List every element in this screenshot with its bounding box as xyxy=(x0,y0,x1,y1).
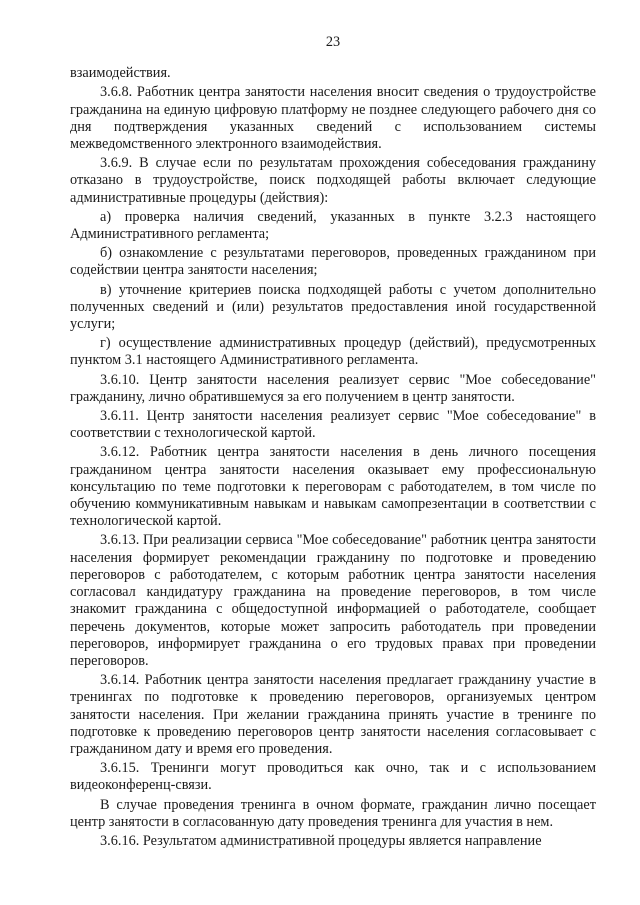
list-item-g: г) осуществление административных процедур (действий), предусмотренных пунктом 3.1 настоящего Административного регламента. xyxy=(70,335,596,369)
paragraph-in-person-training: В случае проведения тренинга в очном формате, гражданин лично посещает центр занятости в согласованную дату проведения тренинга для участия в нем. xyxy=(70,796,596,830)
paragraph-3-6-15: 3.6.15. Тренинги могут проводиться как очно, так и с использованием видеоконференц-связи. xyxy=(70,760,596,794)
list-item-b: б) ознакомление с результатами переговоров, проведенных гражданином при содействии центра занятости населения; xyxy=(70,245,596,279)
paragraph-3-6-11: 3.6.11. Центр занятости населения реализует сервис "Мое собеседование" в соответствии с технологической картой. xyxy=(70,408,596,442)
paragraph-3-6-8: 3.6.8. Работник центра занятости населения вносит сведения о трудоустройстве гражданина на единую цифровую платформу не позднее следующего рабочего дня со дня подтверждения указанных сведений с использованием системы межведомственного электронного взаимодействия. xyxy=(70,84,596,153)
paragraph-3-6-13: 3.6.13. При реализации сервиса "Мое собеседование" работник центра занятости населения формирует рекомендации гражданину по подготовке и проведению переговоров с работодателем, с которым работник центра занятости населения согласовал кандидатуру гражданина на проведение переговоров, в том числе знакомит гражданина с общедоступной информацией о работодателе, сообщает перечень документов, которые может запросить работодатель при проведении переговоров, информирует гражданина о его трудовых правах при проведении переговоров. xyxy=(70,532,596,669)
paragraph-3-6-10: 3.6.10. Центр занятости населения реализует сервис "Мое собеседование" гражданину, лично обратившемуся за его получением в центр занятости. xyxy=(70,371,596,405)
paragraph-3-6-14: 3.6.14. Работник центра занятости населения предлагает гражданину участие в тренингах по подготовке к проведению переговоров, организуемых центром занятости населения. При желании гражданина принять участие в тренинге по подготовке к проведению переговоров центр занятости населения согласовывает с гражданином дату и время его проведения. xyxy=(70,672,596,757)
paragraph-3-6-16: 3.6.16. Результатом административной процедуры является направление xyxy=(100,832,542,849)
paragraph-3-6-12: 3.6.12. Работник центра занятости населения в день личного посещения гражданином центра занятости населения оказывает ему профессиональную консультацию по теме подготовки к переговорам с работодателем, в том числе по обучению коммуникативным навыкам и навыкам самопрезентации в соответствии с технологической картой. xyxy=(70,444,596,530)
paragraph-3-6-9: 3.6.9. В случае если по результатам прохождения собеседования гражданину отказано в трудоустройстве, поиск подходящей работы включает следующие административные процедуры (действия): xyxy=(70,155,596,206)
list-item-a: а) проверка наличия сведений, указанных в пункте 3.2.3 настоящего Административного регламента; xyxy=(70,208,596,243)
page-number: 23 xyxy=(325,34,341,50)
list-item-v: в) уточнение критериев поиска подходящей работы с учетом дополнительно полученных сведений и (или) результатов предоставления иной государственной услуги; xyxy=(70,281,596,333)
paragraph-continuation: взаимодействия. xyxy=(70,65,171,82)
